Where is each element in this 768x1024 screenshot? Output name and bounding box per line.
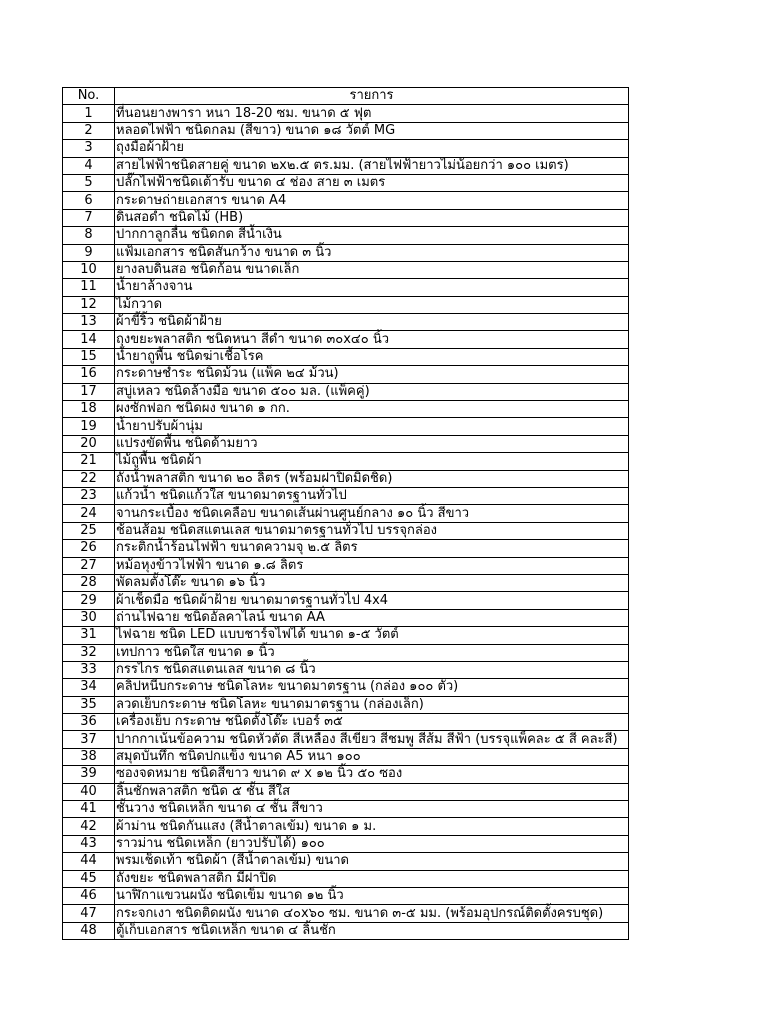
table-row	[63, 366, 629, 383]
row-item-cell: ยางลบดินสอ ชนิดก้อน ขนาดเล็ก	[115, 261, 629, 278]
row-item-cell: ลิ้นชักพลาสติก ชนิด ๕ ชั้น สีใส	[115, 783, 629, 800]
table-row	[63, 331, 629, 348]
row-item-cell: กระดาษชำระ ชนิดม้วน (แพ็ค ๒๔ ม้วน)	[115, 366, 629, 383]
row-number-cell: 47	[63, 905, 115, 922]
row-number-cell: 27	[63, 557, 115, 574]
row-number-cell: 14	[63, 331, 115, 348]
row-number-cell: 43	[63, 835, 115, 852]
table-row	[63, 644, 629, 661]
row-item-cell: ผ้าเช็ดมือ ชนิดผ้าฝ้าย ขนาดมาตรฐานทั่วไป 4x4	[115, 592, 629, 609]
row-number-cell: 12	[63, 296, 115, 313]
row-number-cell: 41	[63, 801, 115, 818]
table-row	[63, 661, 629, 678]
row-number-cell: 38	[63, 748, 115, 765]
row-item-cell: ไม้กวาด	[115, 296, 629, 313]
row-number-cell: 29	[63, 592, 115, 609]
header-item: รายการ	[115, 88, 629, 105]
row-number-cell: 5	[63, 174, 115, 191]
row-item-cell: แก้วน้ำ ชนิดแก้วใส ขนาดมาตรฐานทั่วไป	[115, 487, 629, 504]
row-number-cell: 36	[63, 714, 115, 731]
table-row	[63, 174, 629, 191]
row-item-cell: ดินสอดำ ชนิดไม้ (HB)	[115, 209, 629, 226]
table-row	[63, 157, 629, 174]
row-item-cell: สายไฟฟ้าชนิดสายคู่ ขนาด ๒x๒.๕ ตร.มม. (สายไฟฟ้ายาวไม่น้อยกว่า ๑๐๐ เมตร)	[115, 157, 629, 174]
table-body	[63, 105, 629, 940]
row-number-cell: 4	[63, 157, 115, 174]
row-number-cell: 40	[63, 783, 115, 800]
table-row	[63, 922, 629, 939]
row-number-cell: 1	[63, 105, 115, 122]
row-number-cell: 37	[63, 731, 115, 748]
table-row	[63, 470, 629, 487]
row-number-cell: 13	[63, 314, 115, 331]
row-number-cell: 3	[63, 140, 115, 157]
row-number-cell: 31	[63, 627, 115, 644]
row-item-cell: ผ้าม่าน ชนิดกันแสง (สีน้ำตาลเข้ม) ขนาด ๑ ม.	[115, 818, 629, 835]
table-row	[63, 748, 629, 765]
row-item-cell: กรรไกร ชนิดสแตนเลส ขนาด ๘ นิ้ว	[115, 661, 629, 678]
table-row	[63, 401, 629, 418]
table-row	[63, 487, 629, 504]
row-item-cell: ลวดเย็บกระดาษ ชนิดโลหะ ขนาดมาตรฐาน (กล่องเล็ก)	[115, 696, 629, 713]
table-row	[63, 679, 629, 696]
row-item-cell: ถุงมือผ้าฝ้าย	[115, 140, 629, 157]
row-number-cell: 33	[63, 661, 115, 678]
table-row	[63, 209, 629, 226]
table-row	[63, 766, 629, 783]
row-number-cell: 20	[63, 435, 115, 452]
row-number-cell: 30	[63, 609, 115, 626]
table-row	[63, 783, 629, 800]
table-row	[63, 505, 629, 522]
row-item-cell: น้ำยาถูพื้น ชนิดฆ่าเชื้อโรค	[115, 348, 629, 365]
row-item-cell: ปากกาลูกลื่น ชนิดกด สีน้ำเงิน	[115, 227, 629, 244]
row-item-cell: กระดาษถ่ายเอกสาร ขนาด A4	[115, 192, 629, 209]
table-row	[63, 418, 629, 435]
row-number-cell: 46	[63, 887, 115, 904]
table-row	[63, 801, 629, 818]
row-number-cell: 16	[63, 366, 115, 383]
table-row	[63, 557, 629, 574]
table-row	[63, 261, 629, 278]
table-row	[63, 574, 629, 591]
table-row	[63, 714, 629, 731]
row-number-cell: 35	[63, 696, 115, 713]
table-row	[63, 244, 629, 261]
row-item-cell: พัดลมตั้งโต๊ะ ขนาด ๑๖ นิ้ว	[115, 574, 629, 591]
row-item-cell: น้ำยาปรับผ้านุ่ม	[115, 418, 629, 435]
table-row	[63, 627, 629, 644]
row-item-cell: เทปกาว ชนิดใส ขนาด ๑ นิ้ว	[115, 644, 629, 661]
table-row	[63, 540, 629, 557]
row-number-cell: 28	[63, 574, 115, 591]
row-item-cell: หลอดไฟฟ้า ชนิดกลม (สีขาว) ขนาด ๑๘ วัตต์ MG	[115, 122, 629, 139]
table-row	[63, 227, 629, 244]
row-number-cell: 48	[63, 922, 115, 939]
row-item-cell: ถ่านไฟฉาย ชนิดอัลคาไลน์ ขนาด AA	[115, 609, 629, 626]
table-row	[63, 122, 629, 139]
table-row	[63, 383, 629, 400]
row-item-cell: เครื่องเย็บ กระดาษ ชนิดตั้งโต๊ะ เบอร์ ๓๕	[115, 714, 629, 731]
row-item-cell: ไม้ถูพื้น ชนิดผ้า	[115, 453, 629, 470]
items-table	[62, 87, 629, 940]
row-number-cell: 2	[63, 122, 115, 139]
row-item-cell: สมุดบันทึก ชนิดปกแข็ง ขนาด A5 หนา ๑๐๐	[115, 748, 629, 765]
row-item-cell: พรมเช็ดเท้า ชนิดผ้า (สีน้ำตาลเข้ม) ขนาด	[115, 853, 629, 870]
row-item-cell: ไฟฉาย ชนิด LED แบบชาร์จไฟได้ ขนาด ๑-๕ วัตต์	[115, 627, 629, 644]
row-item-cell: คลิปหนีบกระดาษ ชนิดโลหะ ขนาดมาตรฐาน (กล่อง ๑๐๐ ตัว)	[115, 679, 629, 696]
table-row	[63, 905, 629, 922]
table-row	[63, 592, 629, 609]
row-number-cell: 23	[63, 487, 115, 504]
row-number-cell: 26	[63, 540, 115, 557]
table-row	[63, 887, 629, 904]
row-number-cell: 39	[63, 766, 115, 783]
row-number-cell: 9	[63, 244, 115, 261]
row-number-cell: 17	[63, 383, 115, 400]
row-item-cell: สบู่เหลว ชนิดล้างมือ ขนาด ๕๐๐ มล. (แพ็คคู่)	[115, 383, 629, 400]
row-number-cell: 11	[63, 279, 115, 296]
row-number-cell: 25	[63, 522, 115, 539]
row-item-cell: ปลั๊กไฟฟ้าชนิดเต้ารับ ขนาด ๔ ช่อง สาย ๓ เมตร	[115, 174, 629, 191]
row-number-cell: 32	[63, 644, 115, 661]
row-number-cell: 8	[63, 227, 115, 244]
row-item-cell: แปรงขัดพื้น ชนิดด้ามยาว	[115, 435, 629, 452]
row-number-cell: 24	[63, 505, 115, 522]
row-item-cell: กระจกเงา ชนิดติดผนัง ขนาด ๔๐x๖๐ ซม. ขนาด ๓-๕ มม. (พร้อมอุปกรณ์ติดตั้งครบชุด)	[115, 905, 629, 922]
table-row	[63, 314, 629, 331]
row-item-cell: กระติกน้ำร้อนไฟฟ้า ขนาดความจุ ๒.๕ ลิตร	[115, 540, 629, 557]
row-number-cell: 42	[63, 818, 115, 835]
row-item-cell: ปากกาเน้นข้อความ ชนิดหัวตัด สีเหลือง สีเขียว สีชมพู สีส้ม สีฟ้า (บรรจุแพ็คละ ๕ สี คละสี)	[115, 731, 629, 748]
row-number-cell: 21	[63, 453, 115, 470]
row-item-cell: จานกระเบื้อง ชนิดเคลือบ ขนาดเส้นผ่านศูนย์กลาง ๑๐ นิ้ว สีขาว	[115, 505, 629, 522]
table-row	[63, 105, 629, 122]
row-item-cell: ชั้นวาง ชนิดเหล็ก ขนาด ๔ ชั้น สีขาว	[115, 801, 629, 818]
row-item-cell: นาฬิกาแขวนผนัง ชนิดเข็ม ขนาด ๑๒ นิ้ว	[115, 887, 629, 904]
row-number-cell: 18	[63, 401, 115, 418]
row-number-cell: 7	[63, 209, 115, 226]
table-header-row	[63, 88, 629, 105]
row-item-cell: หม้อหุงข้าวไฟฟ้า ขนาด ๑.๘ ลิตร	[115, 557, 629, 574]
table-row	[63, 853, 629, 870]
row-item-cell: ผงซักฟอก ชนิดผง ขนาด ๑ กก.	[115, 401, 629, 418]
table-row	[63, 296, 629, 313]
header-no: No.	[63, 88, 115, 105]
row-number-cell: 19	[63, 418, 115, 435]
row-item-cell: ผ้าขี้ริ้ว ชนิดผ้าฝ้าย	[115, 314, 629, 331]
table-row	[63, 453, 629, 470]
table-row	[63, 731, 629, 748]
table-row	[63, 279, 629, 296]
table-row	[63, 435, 629, 452]
row-item-cell: ช้อนส้อม ชนิดสแตนเลส ขนาดมาตรฐานทั่วไป บรรจุกล่อง	[115, 522, 629, 539]
row-item-cell: ที่นอนยางพารา หนา 18-20 ซม. ขนาด ๕ ฟุต	[115, 105, 629, 122]
table-row	[63, 140, 629, 157]
row-item-cell: ตู้เก็บเอกสาร ชนิดเหล็ก ขนาด ๔ ลิ้นชัก	[115, 922, 629, 939]
table-row	[63, 870, 629, 887]
row-item-cell: แฟ้มเอกสาร ชนิดสันกว้าง ขนาด ๓ นิ้ว	[115, 244, 629, 261]
row-number-cell: 44	[63, 853, 115, 870]
row-number-cell: 45	[63, 870, 115, 887]
row-item-cell: ถังขยะ ชนิดพลาสติก มีฝาปิด	[115, 870, 629, 887]
table-row	[63, 835, 629, 852]
table-row	[63, 696, 629, 713]
row-item-cell: ราวม่าน ชนิดเหล็ก (ยาวปรับได้) ๑๐๐	[115, 835, 629, 852]
row-number-cell: 10	[63, 261, 115, 278]
row-number-cell: 34	[63, 679, 115, 696]
table-row	[63, 192, 629, 209]
row-item-cell: ถุงขยะพลาสติก ชนิดหนา สีดำ ขนาด ๓๐x๔๐ นิ้ว	[115, 331, 629, 348]
row-number-cell: 6	[63, 192, 115, 209]
row-item-cell: ถังน้ำพลาสติก ขนาด ๒๐ ลิตร (พร้อมฝาปิดมิดชิด)	[115, 470, 629, 487]
table-row	[63, 818, 629, 835]
table-row	[63, 522, 629, 539]
row-number-cell: 22	[63, 470, 115, 487]
spreadsheet-sheet	[62, 87, 629, 940]
row-item-cell: ซองจดหมาย ชนิดสีขาว ขนาด ๙ x ๑๒ นิ้ว ๕๐ ซอง	[115, 766, 629, 783]
row-number-cell: 15	[63, 348, 115, 365]
table-row	[63, 609, 629, 626]
row-item-cell: น้ำยาล้างจาน	[115, 279, 629, 296]
table-row	[63, 348, 629, 365]
